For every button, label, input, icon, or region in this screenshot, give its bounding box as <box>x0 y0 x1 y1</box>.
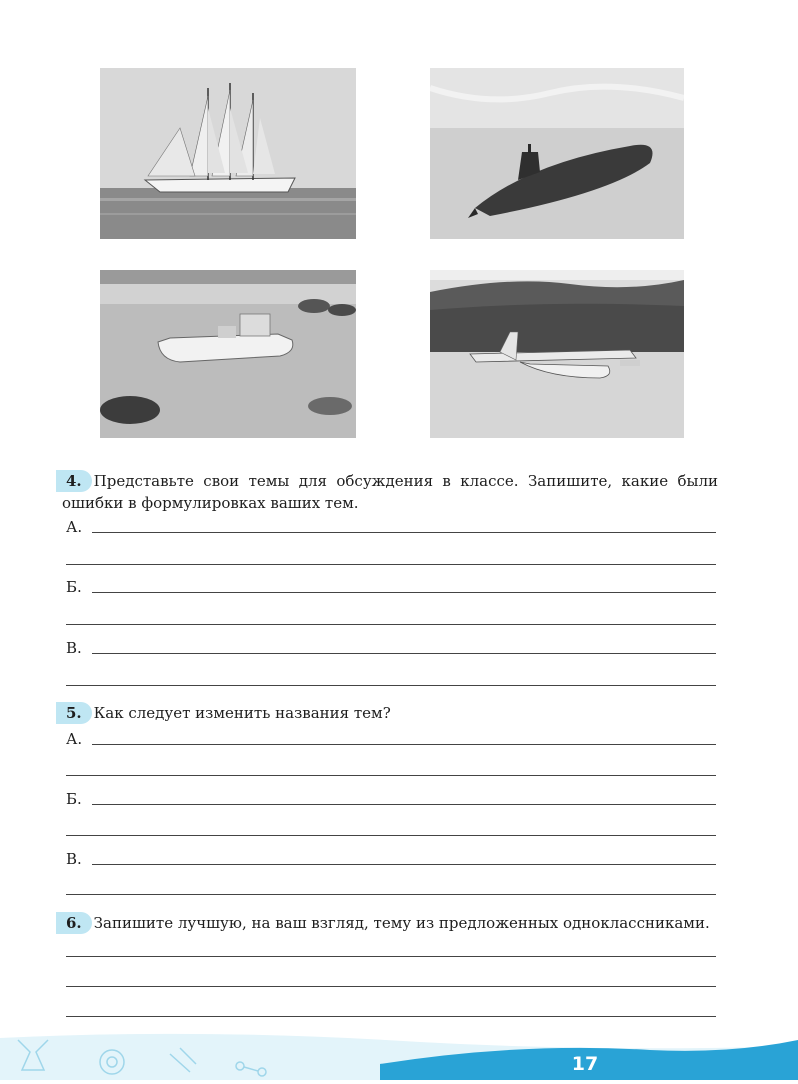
seaplane-photo <box>430 270 684 438</box>
answer-line-5b[interactable] <box>66 788 716 808</box>
inflatable-boat-photo <box>100 270 356 438</box>
task-6-text <box>62 912 718 934</box>
answer-line-5a[interactable] <box>66 728 716 748</box>
task-5-text <box>62 702 718 724</box>
page-number: 17 <box>571 1053 599 1075</box>
answer-line[interactable] <box>66 775 716 776</box>
sailing-ship-photo <box>100 68 356 239</box>
task-5-number: 5. <box>62 702 88 724</box>
answer-line[interactable] <box>66 986 716 987</box>
answer-label-5b: Б. <box>66 790 86 808</box>
answer-line[interactable] <box>66 564 716 565</box>
answer-line[interactable] <box>66 624 716 625</box>
answer-label-5c: В. <box>66 850 86 868</box>
answer-label-4a: А. <box>66 518 86 536</box>
answer-line[interactable] <box>66 685 716 686</box>
answer-line-5c[interactable] <box>66 848 716 868</box>
task-6 <box>62 912 718 934</box>
task-4-text <box>62 470 718 514</box>
answer-line-4b[interactable] <box>66 576 716 596</box>
task-6-question: Запишите лучшую, на ваш взгляд, тему из предложенных одноклассниками. <box>93 914 710 932</box>
task-4-number: 4. <box>62 470 88 492</box>
answer-label-5a: А. <box>66 730 86 748</box>
answer-line-4c[interactable] <box>66 637 716 657</box>
answer-line-4a[interactable] <box>66 516 716 536</box>
answer-line[interactable] <box>66 835 716 836</box>
answer-line[interactable] <box>66 956 716 957</box>
task-5 <box>62 702 718 724</box>
footer-wave <box>0 1020 798 1080</box>
answer-label-4c: В. <box>66 639 86 657</box>
task-4-question: Представьте свои темы для обсуждения в классе. Запишите, какие были ошибки в формулировках ваших тем. <box>62 472 718 512</box>
answer-label-4b: Б. <box>66 578 86 596</box>
task-6-number: 6. <box>62 912 88 934</box>
task-4 <box>62 470 718 514</box>
page-footer <box>0 1020 798 1080</box>
answer-line[interactable] <box>66 894 716 895</box>
answer-line[interactable] <box>66 1016 716 1017</box>
task-5-question: Как следует изменить названия тем? <box>93 704 391 722</box>
submarine-photo <box>430 68 684 239</box>
